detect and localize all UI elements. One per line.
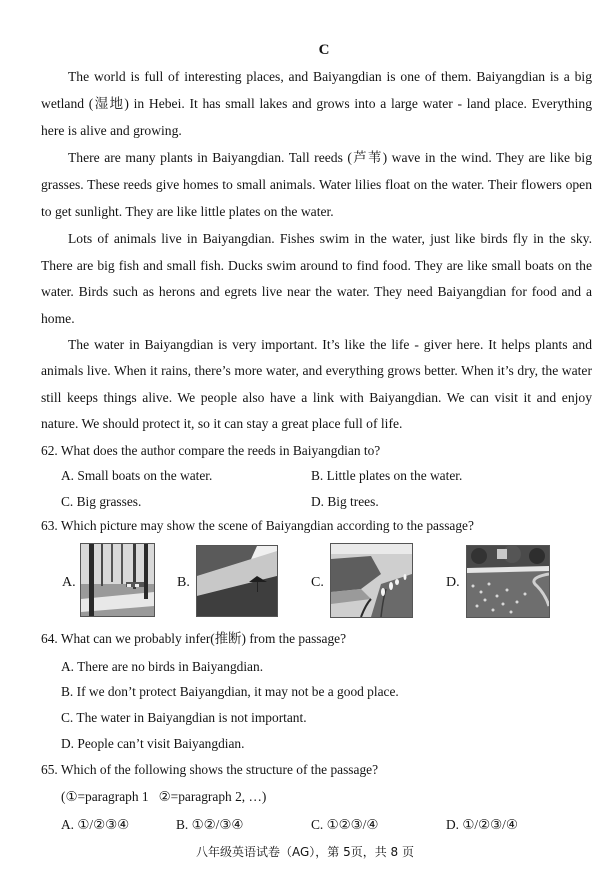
desert-dunes-picture[interactable] xyxy=(196,545,278,617)
option-d[interactable]: D. People can’t visit Baiyangdian. xyxy=(61,736,245,751)
paragraph-line: water. Birds such as herons and egrets live near the water. They need Baiyangdian for food and a xyxy=(41,284,592,299)
paragraph-line: There are many plants in Baiyangdian. Tall reeds (芦苇) wave in the wind. They are like big xyxy=(68,150,592,165)
flower-garden-picture[interactable] xyxy=(466,545,550,618)
option-a[interactable]: A. Small boats on the water. xyxy=(61,468,213,483)
question-text: 64. What can we probably infer(推断) from the passage? xyxy=(41,631,347,646)
paragraph-line: animals live. When it rains, there’s more water, and everything grows better. When it’s dry, the water xyxy=(41,363,592,378)
option-d-label[interactable]: D. xyxy=(446,575,460,590)
option-a[interactable]: A. ①/②③④ xyxy=(61,817,130,832)
option-d[interactable]: D. ①/②③/④ xyxy=(446,817,518,832)
option-b-label[interactable]: B. xyxy=(177,575,190,590)
question-text: 63. Which picture may show the scene of Baiyangdian according to the passage? xyxy=(41,518,474,533)
option-d[interactable]: D. Big trees. xyxy=(311,494,379,509)
forest-park-picture[interactable] xyxy=(80,543,155,617)
paragraph-line: nature. We should protect it, so it can stay a great place full of life. xyxy=(41,416,403,431)
option-a-label[interactable]: A. xyxy=(62,575,76,590)
option-b[interactable]: B. If we don’t protect Baiyangdian, it may not be a good place. xyxy=(61,684,399,699)
paragraph-line: home. xyxy=(41,311,75,326)
page-footer: 八年级英语试卷（AG），第 5页，共 8 页 xyxy=(195,845,414,859)
question-text: 62. What does the author compare the reeds in Baiyangdian to? xyxy=(41,443,381,458)
option-b[interactable]: B. Little plates on the water. xyxy=(311,468,463,483)
paragraph-line: There are big fish and small fish. Ducks swim around to find food. They are like small boats on the xyxy=(41,258,592,273)
paragraph-line: The water in Baiyangdian is very important. It’s like the life - giver here. It helps plants and xyxy=(68,337,592,352)
paragraph-line: wetland (湿地) in Hebei. It has small lakes and grows into a large water - land place. Everything xyxy=(41,96,592,111)
paragraph-line: Lots of animals live in Baiyangdian. Fishes swim in the water, just like birds fly in the sky. xyxy=(68,231,592,246)
paragraph-line: here is alive and growing. xyxy=(41,123,182,138)
option-c[interactable]: C. Big grasses. xyxy=(61,494,142,509)
paragraph-line: to get sunlight. They are like little plates on the water. xyxy=(41,204,334,219)
question-hint: (①=paragraph 1 ②=paragraph 2, …) xyxy=(61,789,267,804)
paragraph-line: still keeps things alive. We people also have a link with Baiyangdian. We can visit it and enjoy xyxy=(41,390,592,405)
option-b[interactable]: B. ①②/③④ xyxy=(176,817,244,832)
option-c-label[interactable]: C. xyxy=(311,575,324,590)
section-title: C xyxy=(318,42,330,58)
option-c[interactable]: C. The water in Baiyangdian is not important. xyxy=(61,710,307,725)
reeds-water-picture[interactable] xyxy=(330,543,413,618)
paragraph-line: The world is full of interesting places, and Baiyangdian is one of them. Baiyangdian is a big xyxy=(68,69,592,84)
option-a[interactable]: A. There are no birds in Baiyangdian. xyxy=(61,659,264,674)
question-text: 65. Which of the following shows the structure of the passage? xyxy=(41,762,379,777)
paragraph-line: grasses. These reeds give homes to small animals. Water lilies float on the water. Their flowers open xyxy=(41,177,592,192)
option-c[interactable]: C. ①②③/④ xyxy=(311,817,379,832)
